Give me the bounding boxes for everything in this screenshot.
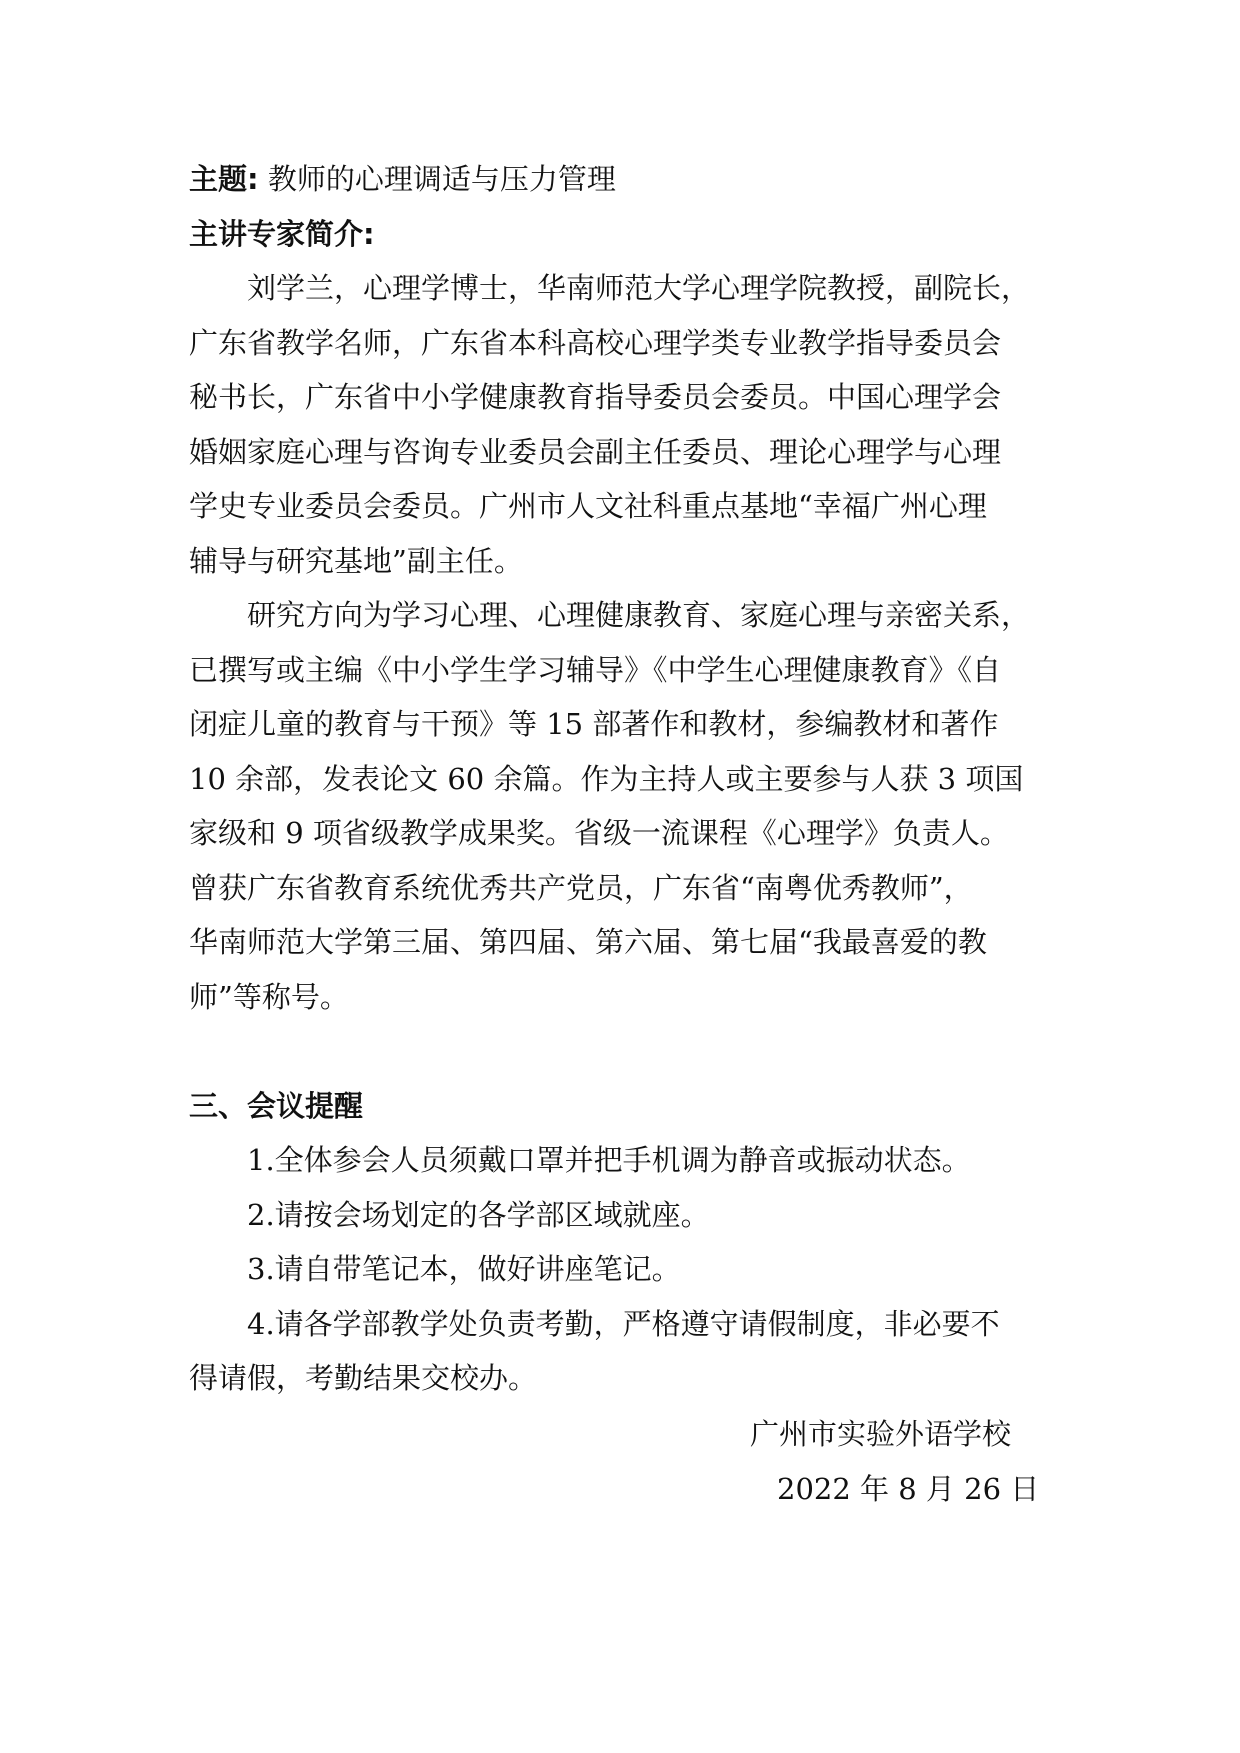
bio1-line: 刘学兰，心理学博士，华南师范大学心理学院教授，副院长， xyxy=(247,271,1031,305)
bio2-line: 10 余部，发表论文 60 余篇。作为主持人或主要参与人获 3 项国 xyxy=(189,761,1024,796)
reminders-list xyxy=(189,1133,1049,1406)
bio2-line: 华南师范大学第三届、第四届、第六届、第七届“我最喜爱的教 xyxy=(189,925,987,959)
topic-label: 主题: xyxy=(189,162,259,196)
bio1-line: 广东省教学名师，广东省本科高校心理学类专业教学指导委员会 xyxy=(189,325,1002,360)
reminder-item: 3.请自带笔记本，做好讲座笔记。 xyxy=(247,1252,681,1286)
reminder-item: 4.请各学部教学处负责考勤，严格遵守请假制度，非必要不 xyxy=(247,1306,1000,1341)
reminder-item: 2.请按会场划定的各学部区域就座。 xyxy=(247,1197,710,1232)
reminder-item-continuation: 得请假，考勤结果交校办。 xyxy=(189,1361,538,1395)
speaker-bio-paragraph-1 xyxy=(189,261,1049,588)
signature-org: 广州市实验外语学校 xyxy=(750,1417,1012,1451)
bio2-line: 研究方向为学习心理、心理健康教育、家庭心理与亲密关系， xyxy=(247,598,1031,632)
bio2-line: 闭症儿童的教育与干预》等 15 部著作和教材，参编教材和著作 xyxy=(189,707,999,741)
bio2-line: 师”等称号。 xyxy=(189,979,349,1014)
speaker-bio-paragraph-2 xyxy=(189,588,1049,1024)
section-gap xyxy=(189,1024,1049,1079)
bio2-line: 曾获广东省教育系统优秀共产党员，广东省“南粤优秀教师”， xyxy=(189,870,973,905)
bio2-line: 家级和 9 项省级教学成果奖。省级一流课程《心理学》负责人。 xyxy=(189,816,1009,850)
bio1-line: 学史专业委员会委员。广州市人文社科重点基地“幸福广州心理 xyxy=(189,489,987,523)
signature-date: 2022 年 8 月 26 日 xyxy=(777,1472,1040,1506)
bio1-line: 婚姻家庭心理与咨询专业委员会副主任委员、理论心理学与心理 xyxy=(189,434,1002,469)
topic-line xyxy=(189,152,1049,207)
topic-value: 教师的心理调适与压力管理 xyxy=(267,162,616,196)
reminders-heading: 三、会议提醒 xyxy=(189,1088,364,1123)
document-body xyxy=(189,152,1049,1406)
reminder-item: 1.全体参会人员须戴口罩并把手机调为静音或振动状态。 xyxy=(247,1143,971,1177)
bio2-line: 已撰写或主编《中小学生学习辅导》《中学生心理健康教育》《自 xyxy=(189,652,1002,687)
bio1-line: 秘书长，广东省中小学健康教育指导委员会委员。中国心理学会 xyxy=(189,380,1002,414)
bio1-line: 辅导与研究基地”副主任。 xyxy=(189,543,523,578)
speaker-intro-heading: 主讲专家简介: xyxy=(189,216,375,251)
